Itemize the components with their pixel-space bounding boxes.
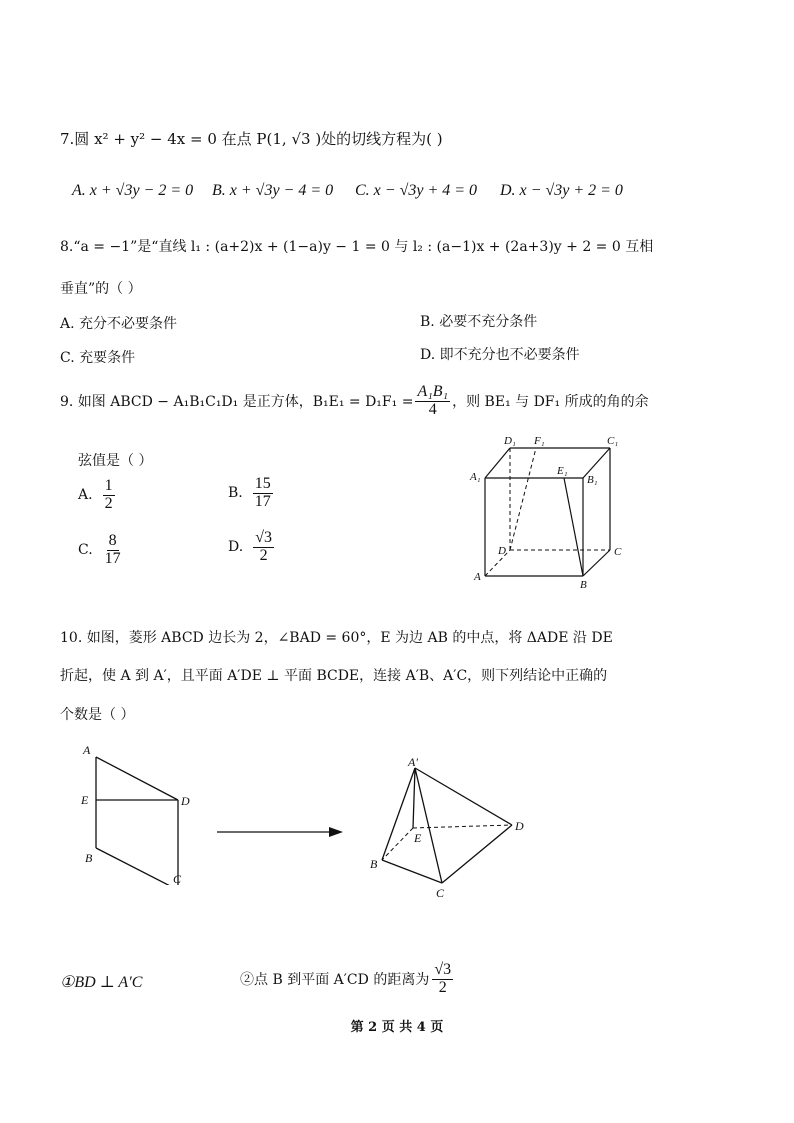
q9-option-c-den: 17	[104, 549, 121, 567]
q7-option-d: D. x − √3y + 2 = 0	[500, 182, 623, 199]
q10-line2: 折起，使 A 到 A′，且平面 A′DE ⊥ 平面 BCDE，连接 A′B、A′C，则下列结论中正确的	[60, 668, 608, 684]
q9-option-a-fraction	[103, 478, 115, 513]
fig2-label-b: B	[370, 857, 378, 871]
q9-option-a	[78, 478, 115, 513]
q9-option-b-den: 17	[254, 492, 271, 510]
q8-option-b: B. 必要不充分条件	[420, 314, 538, 330]
q9-option-b-letter: B.	[228, 485, 243, 502]
q9-option-c-num: 8	[108, 532, 117, 549]
q9-option-b-num: 15	[254, 475, 271, 492]
q9-option-d-num: √3	[255, 529, 272, 546]
pyramid-edge-a-e	[413, 768, 415, 828]
q8-option-c: C. 充要条件	[60, 350, 136, 366]
pyramid-edge-b-c	[382, 860, 442, 883]
q9-option-b	[228, 476, 273, 511]
label-a1: A₁	[470, 471, 481, 483]
q7-option-a: A. x + √3y − 2 = 0	[72, 182, 194, 199]
pyramid-edge-c-d	[442, 825, 512, 883]
fig1-label-e: E	[81, 793, 89, 807]
fig1-label-a: A	[83, 743, 91, 757]
q10-line3: 个数是（ ）	[60, 707, 135, 723]
q7-stem: 7.圆 x² + y² − 4x = 0 在点 P(1, √3 )处的切线方程为( )	[60, 130, 443, 148]
segment-b-e1	[564, 478, 583, 576]
q10-statement-1: ①BD ⊥ A′C	[60, 974, 143, 991]
edge-a1-d1	[485, 448, 510, 478]
q9-option-a-letter: A.	[78, 487, 93, 504]
label-a: A	[474, 571, 481, 583]
q9-stem	[60, 384, 649, 419]
label-e1: E₁	[557, 465, 568, 477]
q9-stem-a: 9. 如图 ABCD − A₁B₁C₁D₁ 是正方体，B₁E₁ = D₁F₁ =	[60, 394, 414, 411]
q8-option-d: D. 即不充分也不必要条件	[420, 347, 580, 363]
q10-folded-figure	[360, 750, 540, 900]
edge-b-c	[583, 550, 610, 576]
label-c: C	[614, 546, 622, 558]
q9-option-c	[78, 533, 123, 568]
q10-statement-2	[240, 962, 453, 997]
q10-statement-2-fraction	[432, 962, 453, 997]
q10-statement-2-num: √3	[434, 961, 452, 978]
q8-stem-line2: 垂直”的（ ）	[60, 281, 142, 297]
q9-option-c-letter: C.	[78, 542, 93, 559]
q10-rhombus-figure	[75, 740, 205, 885]
q9-option-d	[228, 530, 274, 565]
segment-d-f1	[510, 448, 536, 550]
fig2-label-e: E	[414, 831, 422, 845]
arrow-icon	[215, 824, 345, 840]
q9-cube-figure	[460, 430, 640, 590]
q7-option-b: B. x + √3y − 4 = 0	[212, 182, 334, 199]
q10-statement-2-text: ②点 B 到平面 A′CD 的距离为	[240, 972, 430, 989]
q9-option-b-fraction	[253, 476, 273, 511]
rhombus-edge-a-d	[96, 757, 178, 800]
q9-stem-fraction	[415, 384, 450, 419]
q9-option-d-letter: D.	[228, 539, 244, 556]
pyramid-edge-a-c	[415, 768, 442, 883]
q7-option-c: C. x − √3y + 4 = 0	[355, 182, 478, 199]
q9-option-c-fraction	[103, 533, 123, 568]
pyramid-hidden-e-b	[382, 828, 413, 860]
rhombus-edge-b-c	[96, 848, 178, 885]
q9-option-d-fraction	[253, 530, 274, 565]
label-b: B	[580, 579, 587, 590]
q8-stem-line1: 8.“a = −1”是“直线 l₁ : (a+2)x + (1−a)y − 1 = 0 与 l₂ : (a−1)x + (2a+3)y + 2 = 0 互相	[60, 239, 654, 255]
fig1-label-c: C	[173, 872, 182, 885]
q9-fraction-den: 4	[428, 400, 437, 418]
fig1-label-d: D	[181, 794, 190, 808]
label-f1: F₁	[534, 435, 545, 447]
q9-option-d-den: 2	[259, 546, 268, 564]
page-footer: 第 2 页 共 4 页	[350, 1020, 444, 1035]
fig1-label-b: B	[85, 851, 93, 865]
q10-line1: 10. 如图，菱形 ABCD 边长为 2，∠BAD = 60°，E 为边 AB 的中点，将 ΔADE 沿 DE	[60, 630, 613, 646]
pyramid-edge-a-b	[382, 768, 415, 860]
q9-option-a-den: 2	[104, 494, 113, 512]
q9-stem-line2: 弦值是（ ）	[78, 453, 153, 469]
fig2-label-a: A′	[408, 755, 418, 769]
pyramid-edge-a-d	[415, 768, 512, 825]
label-b1: B₁	[587, 474, 598, 486]
label-d: D	[498, 545, 506, 557]
q8-option-a: A. 充分不必要条件	[60, 316, 178, 332]
fig2-label-d: D	[515, 819, 524, 833]
q9-option-a-num: 1	[104, 477, 113, 494]
label-c1: C₁	[607, 435, 619, 447]
q9-fraction-num: A₁B₁	[417, 383, 449, 400]
label-d1: D₁	[504, 435, 516, 447]
q10-statement-2-den: 2	[438, 978, 447, 996]
fig2-label-c: C	[436, 886, 445, 900]
q9-stem-b: ，则 BE₁ 与 DF₁ 所成的角的余	[452, 394, 649, 411]
